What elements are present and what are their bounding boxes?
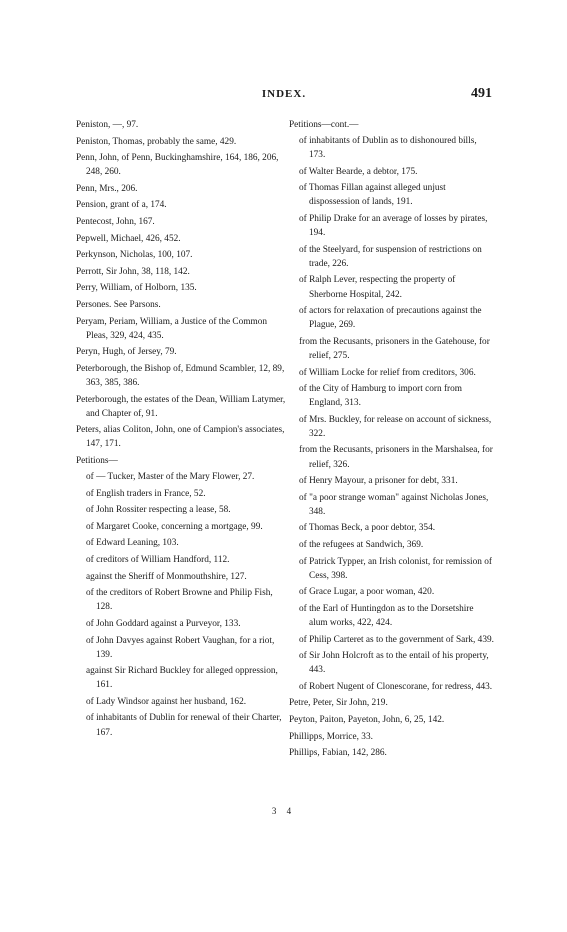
- petition-subentry: of inhabitants of Dublin as to dishonoured bills, 173.: [299, 136, 477, 161]
- index-entry: Persones. See Parsons.: [76, 300, 161, 311]
- petition-subentry: from the Recusants, prisoners in the Marshalsea, for relief, 326.: [299, 445, 493, 470]
- index-entry: Peyton, Paiton, Payeton, John, 6, 25, 142.: [289, 715, 445, 726]
- petition-subentry: of Henry Mayour, a prisoner for debt, 331.: [299, 476, 458, 487]
- petition-subentry: of — Tucker, Master of the Mary Flower, 27.: [86, 472, 255, 483]
- petition-subentry: of Lady Windsor against her husband, 162.: [86, 696, 247, 707]
- petition-subentry: of Philip Carteret as to the government of Sark, 439.: [299, 634, 494, 645]
- petition-subentry: against Sir Richard Buckley for alleged oppression, 161.: [86, 666, 278, 691]
- petition-subentry: of Ralph Lever, respecting the property of Sherborne Hospital, 242.: [299, 275, 456, 300]
- petition-subentry: of Mrs. Buckley, for release on account of sickness, 322.: [299, 414, 492, 439]
- index-entry: Pepwell, Michael, 426, 452.: [76, 233, 181, 244]
- index-column-right: [289, 118, 494, 763]
- petition-subentry: of Thomas Beck, a poor debtor, 354.: [299, 523, 436, 534]
- petition-subentry: of Walter Bearde, a debtor, 175.: [299, 166, 418, 177]
- index-entry: Peterborough, the estates of the Dean, William Latymer, and Chapter of, 91.: [76, 394, 286, 419]
- index-entry: Phillips, Fabian, 142, 286.: [289, 748, 387, 759]
- index-entry: Petre, Peter, Sir John, 219.: [289, 698, 388, 709]
- petition-subentry: of Margaret Cooke, concerning a mortgage, 99.: [86, 521, 263, 532]
- entries-after-petitions: [289, 696, 494, 760]
- petition-subentry: of John Davyes against Robert Vaughan, for a riot, 139.: [86, 635, 275, 660]
- petition-subentry: of Edward Leaning, 103.: [86, 538, 179, 549]
- petition-subentry: of Philip Drake for an average of losses by pirates, 194.: [299, 214, 488, 239]
- index-entry: Peterborough, the Bishop of, Edmund Scambler, 12, 89, 363, 385, 386.: [76, 363, 285, 388]
- index-entry: Peters, alias Coliton, John, one of Campion's associates, 147, 171.: [76, 425, 285, 450]
- petition-subentry: of Grace Lugar, a poor woman, 420.: [299, 587, 435, 598]
- signature-mark: 3 4: [271, 806, 296, 816]
- running-title: INDEX.: [261, 88, 307, 100]
- index-entry: Perry, William, of Holborn, 135.: [76, 283, 197, 294]
- petition-subentry: of Thomas Fillan against alleged unjust dispossession of lands, 191.: [299, 183, 446, 208]
- page-header: [76, 86, 492, 106]
- index-entry: Pension, grant of a, 174.: [76, 200, 167, 211]
- petition-subentry: of John Rossiter respecting a lease, 58.: [86, 505, 231, 516]
- index-entry: Perrott, Sir John, 38, 118, 142.: [76, 266, 190, 277]
- petition-subentry: of "a poor strange woman" against Nicholas Jones, 348.: [299, 492, 489, 517]
- petition-subentry: of John Goddard against a Purveyor, 133.: [86, 618, 241, 629]
- petition-subentry: of William Locke for relief from creditors, 306.: [299, 367, 476, 378]
- petition-subentry: of the Earl of Huntingdon as to the Dorsetshire alum works, 422, 424.: [299, 603, 474, 628]
- petition-subentry: of English traders in France, 52.: [86, 488, 206, 499]
- index-entry: Phillipps, Morrice, 33.: [289, 731, 373, 742]
- petition-subentry: of Sir John Holcroft as to the entail of his property, 443.: [299, 651, 489, 676]
- entries-before-petitions: [76, 118, 286, 451]
- petitions-continued-heading: Petitions—cont.—: [289, 120, 359, 130]
- index-entry: Penn, John, of Penn, Buckinghamshire, 164, 186, 206, 248, 260.: [76, 153, 279, 178]
- petitions-heading: Petitions—: [76, 455, 118, 466]
- petition-subentry: of the creditors of Robert Browne and Philip Fish, 128.: [86, 588, 273, 613]
- page-number: 491: [471, 86, 492, 101]
- index-column-left: [76, 118, 286, 742]
- index-entry: Peryn, Hugh, of Jersey, 79.: [76, 347, 177, 358]
- petitions-list: [76, 470, 286, 740]
- petition-subentry: of creditors of William Handford, 112.: [86, 555, 230, 566]
- petition-subentry: of the refugees at Sandwich, 369.: [299, 540, 424, 551]
- petition-subentry: against the Sheriff of Monmouthshire, 127.: [86, 571, 247, 582]
- index-entry: Peniston, —, 97.: [76, 120, 139, 130]
- petition-subentry: from the Recusants, prisoners in the Gatehouse, for relief, 275.: [299, 336, 490, 361]
- petition-subentry: of the City of Hamburg to import corn from England, 313.: [299, 384, 463, 409]
- petition-subentry: of Robert Nugent of Clonescorane, for redress, 443.: [299, 681, 493, 692]
- petition-subentry: of inhabitants of Dublin for renewal of their Charter, 167.: [86, 713, 282, 738]
- petition-subentry: of the Steelyard, for suspension of restrictions on trade, 226.: [299, 244, 482, 269]
- petition-subentry: of Patrick Typper, an Irish colonist, for remission of Cess, 398.: [299, 556, 492, 581]
- index-entry: Peryam, Periam, William, a Justice of the Common Pleas, 329, 424, 435.: [76, 316, 268, 341]
- index-entry: Pentecost, John, 167.: [76, 217, 155, 228]
- index-entry: Peniston, Thomas, probably the same, 429.: [76, 136, 237, 147]
- index-entry: Perkynson, Nicholas, 100, 107.: [76, 250, 193, 261]
- petitions-continued-list: [289, 134, 494, 694]
- petition-subentry: of actors for relaxation of precautions against the Plague, 269.: [299, 306, 482, 331]
- index-entry: Penn, Mrs., 206.: [76, 183, 138, 194]
